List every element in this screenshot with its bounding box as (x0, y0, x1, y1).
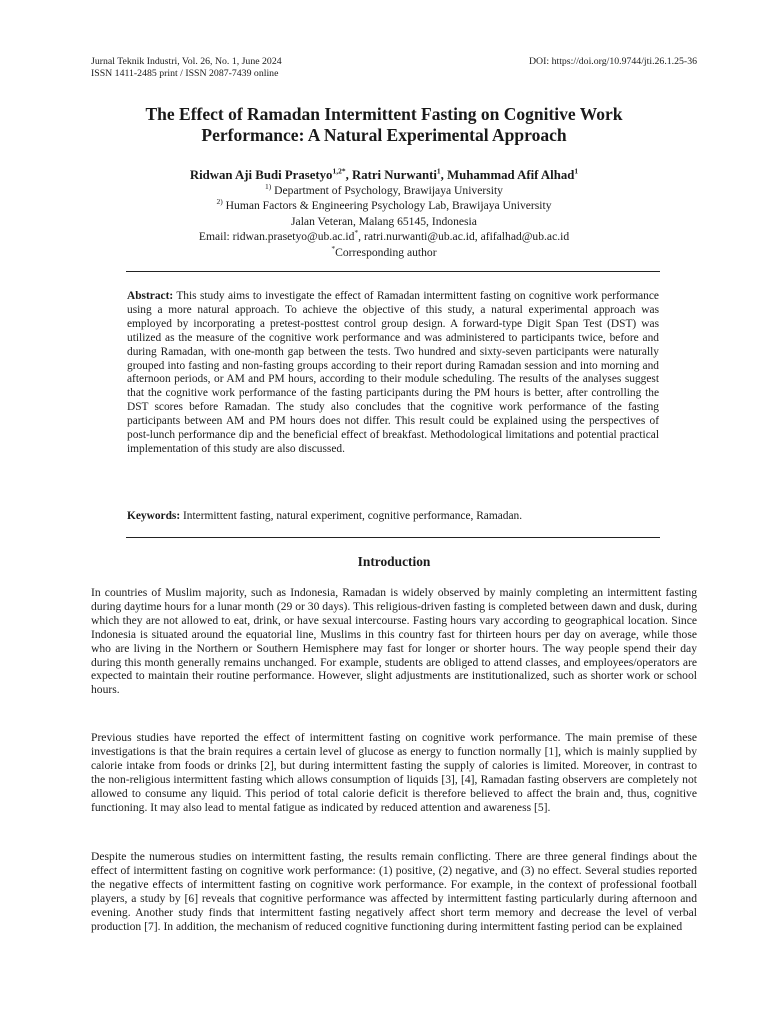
intro-paragraph-3: Despite the numerous studies on intermittent fasting, the results remain conflicting. There are three general findings about the effect of intermittent fasting on cognitive work performance: (1) positive, (2) negative, and (3) no effect. Several studies reported the negative effects of intermittent fasting on cognitive work performance. For example, in the context of professional football players, a study by [6] reveals that cognitive performance was affected by intermittent fasting particularly during afternoon and evening. Another study finds that intermittent fasting negatively affect short term memory and decrease the level of verbal production [7]. In addition, the mechanism of reduced cognitive functioning during intermittent fasting period can be explained (91, 850, 697, 933)
affiliation-text: Human Factors & Engineering Psychology Lab, Brawijaya University (222, 199, 552, 213)
abstract (127, 290, 659, 457)
author-affil-mark: 1 (574, 166, 579, 176)
affiliation-1 (60, 183, 708, 198)
keywords (127, 509, 659, 523)
title-line-2: Performance: A Natural Experimental Approach (201, 125, 567, 145)
corresponding-note (60, 245, 708, 260)
issn-line: ISSN 1411-2485 print / ISSN 2087-7439 online (91, 68, 279, 79)
keywords-text: Intermittent fasting, natural experiment, cognitive performance, Ramadan. (180, 510, 523, 522)
author-separator: , (440, 168, 448, 182)
address: Jalan Veteran, Malang 65145, Indonesia (291, 214, 477, 228)
author-separator: , (345, 168, 352, 182)
email-text[interactable]: Email: ridwan.prasetyo@ub.ac.id (198, 230, 355, 244)
author-name: Ratri Nurwanti (351, 168, 437, 182)
intro-paragraph-1: In countries of Muslim majority, such as Indonesia, Ramadan is widely observed by mainly completing an intermittent fasting during daytime hours for a lunar month (29 or 30 days). This religious-driven fasting is completed between dawn and dusk, during which they are not allowed to eat, drink, or have sexual intercourse. Fasting hours vary according to geographical location. Since Indonesia is situated around the equatorial line, Muslims in this country fast for thirteen hours per day on average, while those who are living in the Northern or Southern Hemisphere may fast for longer or shorter hours. The way people spend their day during this month generally remains unchanged. For example, students are obliged to attend classes, and employees/operators are expected to maintain their routine performance. However, slight adjustments are institutionalized, such as shorter work or school hours. (91, 586, 697, 697)
email-line[interactable] (60, 229, 708, 244)
journal-line: Jurnal Teknik Industri, Vol. 26, No. 1, June 2024 (91, 56, 282, 67)
corresponding-mark: * (354, 228, 359, 238)
corresponding-mark: * (331, 243, 336, 253)
section-heading-introduction: Introduction (357, 554, 431, 569)
intro-paragraph-2: Previous studies have reported the effect of intermittent fasting on cognitive work performance. The main premise of these investigations is that the brain requires a certain level of glucose as energy to function normally [1], which is mainly supplied by calorie intake from foods or drinks [2], but during intermittent fasting the supply of calories is limited. Moreover, in contrast to the non-religious intermittent fasting which allows consumption of liquids [3], [4], Ramadan fasting observers are completely not allowed to consume any liquid. This period of total calorie deficit is therefore believed to affect the brain and, thus, cognitive functioning. It may also lead to mental fatigue as indicated by reduced attention and awareness [5]. (91, 731, 697, 814)
author-name: Muhammad Afif Alhad (447, 168, 575, 182)
corresponding-text: Corresponding author (335, 245, 437, 259)
title-line-1: The Effect of Ramadan Intermittent Fasting on Cognitive Work (145, 104, 623, 124)
affiliation-2 (60, 198, 708, 213)
journal-info (91, 56, 282, 80)
keywords-label: Keywords: (127, 510, 181, 522)
affiliation-text: Department of Psychology, Brawijaya University (271, 184, 503, 197)
affiliations (60, 183, 708, 260)
abstract-label: Abstract: (127, 290, 174, 302)
affiliation-mark: 1) (265, 182, 272, 192)
abstract-bottom-rule (126, 537, 660, 538)
email-text[interactable]: , ratri.nurwanti@ub.ac.id, afifalhad@ub.ac.id (358, 230, 570, 244)
affiliation-mark: 2) (216, 197, 223, 207)
abstract-top-rule (126, 271, 660, 272)
author-affil-mark: 1,2* (332, 166, 346, 176)
author-list (60, 167, 708, 183)
doi-link[interactable]: DOI: https://doi.org/10.9744/jti.26.1.25-36 (528, 56, 697, 67)
author-name: Ridwan Aji Budi Prasetyo (189, 168, 333, 182)
author-affil-mark: 1 (436, 166, 441, 176)
abstract-text: This study aims to investigate the effect of Ramadan intermittent fasting on cognitive work performance using a more natural approach. To achieve the objective of this study, a natural experimental approach was employed by incorporating a pretest-posttest control group design. A forward-type Digit Span Test (DST) was utilized as the measure of the cognitive work performance and was administered to participants twice, before and during Ramadan, with one-month gap between the tests. Two hundred and sixty-seven participants were naturally grouped into fasting and non-fasting groups according to their report during Ramadan session and into morning and afternoon periods, or AM and PM hours, according to their module scheduling. The results of the analyses suggest that the cognitive work performance of the fasting participants during the PM hours is better, after controlling the DST scores before Ramadan. The study also concludes that the cognitive work performance of the fasting participants between AM and PM hours does not differ. This result could be explained using the perspectives of post-lunch performance dip and the beneficial effect of breakfast. Methodological limitations and potential practical implementation of this study are also discussed. (127, 290, 659, 455)
paper-title (60, 104, 708, 146)
